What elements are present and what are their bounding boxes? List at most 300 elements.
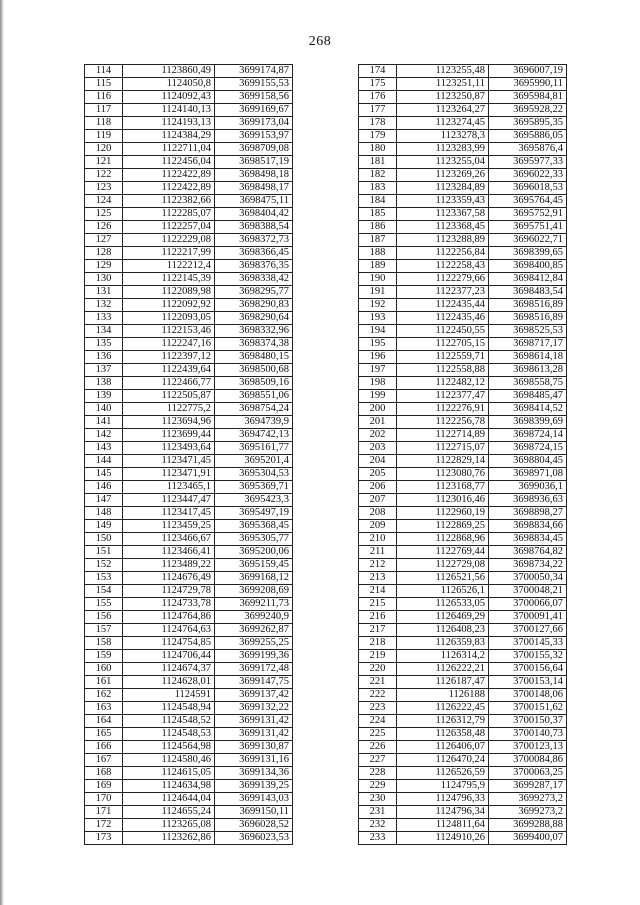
x-coordinate-cell: 1122089,98 xyxy=(123,286,215,299)
point-number-cell: 126 xyxy=(85,221,123,234)
x-coordinate-cell: 1122258,43 xyxy=(397,260,489,273)
x-coordinate-cell: 1122285,07 xyxy=(123,208,215,221)
y-coordinate-cell: 3699132,22 xyxy=(215,702,293,715)
table-row xyxy=(85,208,293,221)
y-coordinate-cell: 3698399,69 xyxy=(489,416,567,429)
point-number-cell: 229 xyxy=(359,780,397,793)
table-row xyxy=(85,455,293,468)
x-coordinate-cell: 1122256,78 xyxy=(397,416,489,429)
point-number-cell: 141 xyxy=(85,416,123,429)
point-number-cell: 146 xyxy=(85,481,123,494)
table-row xyxy=(85,182,293,195)
x-coordinate-cell: 1123274,45 xyxy=(397,117,489,130)
point-number-cell: 228 xyxy=(359,767,397,780)
table-row xyxy=(359,689,567,702)
point-number-cell: 142 xyxy=(85,429,123,442)
table-row xyxy=(359,221,567,234)
point-number-cell: 179 xyxy=(359,130,397,143)
table-row xyxy=(359,598,567,611)
y-coordinate-cell: 3699158,56 xyxy=(215,91,293,104)
y-coordinate-cell: 3699130,87 xyxy=(215,741,293,754)
x-coordinate-cell: 1122705,15 xyxy=(397,338,489,351)
y-coordinate-cell: 3699137,42 xyxy=(215,689,293,702)
y-coordinate-cell: 3695752,91 xyxy=(489,208,567,221)
x-coordinate-cell: 1122960,19 xyxy=(397,507,489,520)
y-coordinate-cell: 3698295,77 xyxy=(215,286,293,299)
y-coordinate-cell: 3699173,04 xyxy=(215,117,293,130)
x-coordinate-cell: 1122276,91 xyxy=(397,403,489,416)
point-number-cell: 197 xyxy=(359,364,397,377)
point-number-cell: 203 xyxy=(359,442,397,455)
point-number-cell: 167 xyxy=(85,754,123,767)
y-coordinate-cell: 3695984,81 xyxy=(489,91,567,104)
x-coordinate-cell: 1123359,43 xyxy=(397,195,489,208)
table-row xyxy=(359,806,567,819)
table-row xyxy=(359,260,567,273)
x-coordinate-cell: 1124811,64 xyxy=(397,819,489,832)
point-number-cell: 174 xyxy=(359,65,397,78)
x-coordinate-cell: 1122212,4 xyxy=(123,260,215,273)
table-row xyxy=(85,91,293,104)
x-coordinate-cell: 1122729,08 xyxy=(397,559,489,572)
point-number-cell: 133 xyxy=(85,312,123,325)
table-row xyxy=(85,806,293,819)
table-row xyxy=(85,663,293,676)
y-coordinate-cell: 3698338,42 xyxy=(215,273,293,286)
point-number-cell: 181 xyxy=(359,156,397,169)
y-coordinate-cell: 3698376,35 xyxy=(215,260,293,273)
point-number-cell: 177 xyxy=(359,104,397,117)
y-coordinate-cell: 3700063,25 xyxy=(489,767,567,780)
table-row xyxy=(85,143,293,156)
y-coordinate-cell: 3699172,48 xyxy=(215,663,293,676)
point-number-cell: 136 xyxy=(85,351,123,364)
point-number-cell: 215 xyxy=(359,598,397,611)
y-coordinate-cell: 3695423,3 xyxy=(215,494,293,507)
table-row xyxy=(359,117,567,130)
table-row xyxy=(85,754,293,767)
point-number-cell: 139 xyxy=(85,390,123,403)
x-coordinate-cell: 1124733,78 xyxy=(123,598,215,611)
table-row xyxy=(359,702,567,715)
y-coordinate-cell: 3698936,63 xyxy=(489,494,567,507)
table-row xyxy=(85,624,293,637)
point-number-cell: 219 xyxy=(359,650,397,663)
y-coordinate-cell: 3698388,54 xyxy=(215,221,293,234)
y-coordinate-cell: 3698734,22 xyxy=(489,559,567,572)
point-number-cell: 117 xyxy=(85,104,123,117)
y-coordinate-cell: 3695764,45 xyxy=(489,195,567,208)
table-row xyxy=(85,793,293,806)
point-number-cell: 182 xyxy=(359,169,397,182)
x-coordinate-cell: 1122711,04 xyxy=(123,143,215,156)
point-number-cell: 173 xyxy=(85,832,123,845)
point-number-cell: 233 xyxy=(359,832,397,845)
x-coordinate-cell: 1122153,46 xyxy=(123,325,215,338)
x-coordinate-cell: 1126188 xyxy=(397,689,489,702)
y-coordinate-cell: 3695201,4 xyxy=(215,455,293,468)
x-coordinate-cell: 1122714,89 xyxy=(397,429,489,442)
y-coordinate-cell: 3698414,52 xyxy=(489,403,567,416)
y-coordinate-cell: 3695886,05 xyxy=(489,130,567,143)
point-number-cell: 144 xyxy=(85,455,123,468)
point-number-cell: 209 xyxy=(359,520,397,533)
point-number-cell: 195 xyxy=(359,338,397,351)
point-number-cell: 115 xyxy=(85,78,123,91)
point-number-cell: 194 xyxy=(359,325,397,338)
table-row xyxy=(85,611,293,624)
y-coordinate-cell: 3700127,66 xyxy=(489,624,567,637)
y-coordinate-cell: 3698516,89 xyxy=(489,312,567,325)
point-number-cell: 121 xyxy=(85,156,123,169)
table-row xyxy=(359,156,567,169)
y-coordinate-cell: 3700153,14 xyxy=(489,676,567,689)
y-coordinate-cell: 3698898,27 xyxy=(489,507,567,520)
table-row xyxy=(85,104,293,117)
x-coordinate-cell: 1122229,08 xyxy=(123,234,215,247)
table-row xyxy=(85,481,293,494)
y-coordinate-cell: 3695304,53 xyxy=(215,468,293,481)
y-coordinate-cell: 3698483,54 xyxy=(489,286,567,299)
table-row xyxy=(85,286,293,299)
point-number-cell: 201 xyxy=(359,416,397,429)
y-coordinate-cell: 3698551,06 xyxy=(215,390,293,403)
x-coordinate-cell: 1124910,26 xyxy=(397,832,489,845)
point-number-cell: 165 xyxy=(85,728,123,741)
y-coordinate-cell: 3698724,14 xyxy=(489,429,567,442)
point-number-cell: 135 xyxy=(85,338,123,351)
point-number-cell: 140 xyxy=(85,403,123,416)
point-number-cell: 206 xyxy=(359,481,397,494)
x-coordinate-cell: 1123080,76 xyxy=(397,468,489,481)
x-coordinate-cell: 1126222,45 xyxy=(397,702,489,715)
y-coordinate-cell: 3699168,12 xyxy=(215,572,293,585)
x-coordinate-cell: 1124193,13 xyxy=(123,117,215,130)
y-coordinate-cell: 3698517,19 xyxy=(215,156,293,169)
point-number-cell: 212 xyxy=(359,559,397,572)
point-number-cell: 172 xyxy=(85,819,123,832)
x-coordinate-cell: 1124754,85 xyxy=(123,637,215,650)
point-number-cell: 119 xyxy=(85,130,123,143)
point-number-cell: 205 xyxy=(359,468,397,481)
y-coordinate-cell: 3698516,89 xyxy=(489,299,567,312)
x-coordinate-cell: 1123489,22 xyxy=(123,559,215,572)
table-row xyxy=(85,572,293,585)
table-row xyxy=(359,312,567,325)
point-number-cell: 120 xyxy=(85,143,123,156)
table-row xyxy=(85,780,293,793)
y-coordinate-cell: 3695751,41 xyxy=(489,221,567,234)
table-row xyxy=(359,611,567,624)
table-row xyxy=(359,481,567,494)
x-coordinate-cell: 1126469,29 xyxy=(397,611,489,624)
y-coordinate-cell: 3699153,97 xyxy=(215,130,293,143)
table-row xyxy=(85,819,293,832)
x-coordinate-cell: 1123264,27 xyxy=(397,104,489,117)
table-row xyxy=(359,507,567,520)
scan-edge xyxy=(0,0,4,905)
table-row xyxy=(85,78,293,91)
table-row xyxy=(359,585,567,598)
coordinates-table-left xyxy=(84,64,293,845)
point-number-cell: 127 xyxy=(85,234,123,247)
x-coordinate-cell: 1123860,49 xyxy=(123,65,215,78)
table-row xyxy=(85,507,293,520)
point-number-cell: 227 xyxy=(359,754,397,767)
point-number-cell: 198 xyxy=(359,377,397,390)
table-row xyxy=(359,299,567,312)
y-coordinate-cell: 3699273,2 xyxy=(489,806,567,819)
point-number-cell: 164 xyxy=(85,715,123,728)
point-number-cell: 207 xyxy=(359,494,397,507)
y-coordinate-cell: 3695161,77 xyxy=(215,442,293,455)
point-number-cell: 214 xyxy=(359,585,397,598)
y-coordinate-cell: 3698834,45 xyxy=(489,533,567,546)
table-row xyxy=(85,325,293,338)
point-number-cell: 166 xyxy=(85,741,123,754)
y-coordinate-cell: 3698764,82 xyxy=(489,546,567,559)
point-number-cell: 217 xyxy=(359,624,397,637)
x-coordinate-cell: 1122505,87 xyxy=(123,390,215,403)
y-coordinate-cell: 3698558,75 xyxy=(489,377,567,390)
y-coordinate-cell: 3700145,33 xyxy=(489,637,567,650)
point-number-cell: 161 xyxy=(85,676,123,689)
y-coordinate-cell: 3698834,66 xyxy=(489,520,567,533)
y-coordinate-cell: 3699208,69 xyxy=(215,585,293,598)
x-coordinate-cell: 1124615,05 xyxy=(123,767,215,780)
y-coordinate-cell: 3695305,77 xyxy=(215,533,293,546)
x-coordinate-cell: 1122435,46 xyxy=(397,312,489,325)
table-row xyxy=(359,416,567,429)
x-coordinate-cell: 1124644,04 xyxy=(123,793,215,806)
table-row xyxy=(359,780,567,793)
x-coordinate-cell: 1122257,04 xyxy=(123,221,215,234)
y-coordinate-cell: 3695369,71 xyxy=(215,481,293,494)
y-coordinate-cell: 3698498,18 xyxy=(215,169,293,182)
y-coordinate-cell: 3695200,06 xyxy=(215,546,293,559)
table-row xyxy=(85,130,293,143)
table-row xyxy=(85,468,293,481)
y-coordinate-cell: 3698709,08 xyxy=(215,143,293,156)
x-coordinate-cell: 1126526,59 xyxy=(397,767,489,780)
point-number-cell: 129 xyxy=(85,260,123,273)
y-coordinate-cell: 3695876,4 xyxy=(489,143,567,156)
x-coordinate-cell: 1123471,45 xyxy=(123,455,215,468)
y-coordinate-cell: 3699139,25 xyxy=(215,780,293,793)
table-row xyxy=(359,767,567,780)
table-row xyxy=(359,273,567,286)
table-row xyxy=(359,169,567,182)
y-coordinate-cell: 3696022,33 xyxy=(489,169,567,182)
table-row xyxy=(359,832,567,845)
table-row xyxy=(359,728,567,741)
point-number-cell: 137 xyxy=(85,364,123,377)
point-number-cell: 163 xyxy=(85,702,123,715)
y-coordinate-cell: 3699255,25 xyxy=(215,637,293,650)
table-row xyxy=(85,416,293,429)
y-coordinate-cell: 3698475,11 xyxy=(215,195,293,208)
point-number-cell: 143 xyxy=(85,442,123,455)
point-number-cell: 130 xyxy=(85,273,123,286)
y-coordinate-cell: 3698332,96 xyxy=(215,325,293,338)
table-row xyxy=(359,130,567,143)
x-coordinate-cell: 1123471,91 xyxy=(123,468,215,481)
point-number-cell: 220 xyxy=(359,663,397,676)
x-coordinate-cell: 1123168,77 xyxy=(397,481,489,494)
x-coordinate-cell: 1126312,79 xyxy=(397,715,489,728)
y-coordinate-cell: 3699199,36 xyxy=(215,650,293,663)
x-coordinate-cell: 1124050,8 xyxy=(123,78,215,91)
y-coordinate-cell: 3699155,53 xyxy=(215,78,293,91)
x-coordinate-cell: 1124384,29 xyxy=(123,130,215,143)
y-coordinate-cell: 3698500,68 xyxy=(215,364,293,377)
table-row xyxy=(85,299,293,312)
table-row xyxy=(85,442,293,455)
table-row xyxy=(359,819,567,832)
point-number-cell: 218 xyxy=(359,637,397,650)
x-coordinate-cell: 1126408,23 xyxy=(397,624,489,637)
table-row xyxy=(359,247,567,260)
table-row xyxy=(85,520,293,533)
y-coordinate-cell: 3698290,83 xyxy=(215,299,293,312)
x-coordinate-cell: 1124676,49 xyxy=(123,572,215,585)
point-number-cell: 170 xyxy=(85,793,123,806)
table-row xyxy=(85,273,293,286)
y-coordinate-cell: 3696028,52 xyxy=(215,819,293,832)
table-row xyxy=(85,247,293,260)
point-number-cell: 200 xyxy=(359,403,397,416)
table-row xyxy=(85,533,293,546)
x-coordinate-cell: 1123466,67 xyxy=(123,533,215,546)
point-number-cell: 158 xyxy=(85,637,123,650)
point-number-cell: 124 xyxy=(85,195,123,208)
point-number-cell: 184 xyxy=(359,195,397,208)
x-coordinate-cell: 1124140,13 xyxy=(123,104,215,117)
y-coordinate-cell: 3698613,28 xyxy=(489,364,567,377)
point-number-cell: 192 xyxy=(359,299,397,312)
y-coordinate-cell: 3698374,38 xyxy=(215,338,293,351)
table-row xyxy=(359,104,567,117)
table-row xyxy=(359,533,567,546)
y-coordinate-cell: 3698290,64 xyxy=(215,312,293,325)
x-coordinate-cell: 1122382,66 xyxy=(123,195,215,208)
point-number-cell: 187 xyxy=(359,234,397,247)
y-coordinate-cell: 3700050,34 xyxy=(489,572,567,585)
point-number-cell: 122 xyxy=(85,169,123,182)
y-coordinate-cell: 3695928,22 xyxy=(489,104,567,117)
x-coordinate-cell: 1123278,3 xyxy=(397,130,489,143)
y-coordinate-cell: 3698400,85 xyxy=(489,260,567,273)
x-coordinate-cell: 1126470,24 xyxy=(397,754,489,767)
y-coordinate-cell: 3699211,73 xyxy=(215,598,293,611)
point-number-cell: 114 xyxy=(85,65,123,78)
y-coordinate-cell: 3695159,45 xyxy=(215,559,293,572)
x-coordinate-cell: 1122715,07 xyxy=(397,442,489,455)
table-row xyxy=(85,195,293,208)
table-row xyxy=(359,208,567,221)
x-coordinate-cell: 1122377,23 xyxy=(397,286,489,299)
y-coordinate-cell: 3698971,08 xyxy=(489,468,567,481)
table-row xyxy=(359,286,567,299)
x-coordinate-cell: 1124634,98 xyxy=(123,780,215,793)
table-row xyxy=(359,637,567,650)
point-number-cell: 148 xyxy=(85,507,123,520)
table-row xyxy=(359,351,567,364)
y-coordinate-cell: 3695368,45 xyxy=(215,520,293,533)
point-number-cell: 145 xyxy=(85,468,123,481)
y-coordinate-cell: 3699143,03 xyxy=(215,793,293,806)
x-coordinate-cell: 1124628,01 xyxy=(123,676,215,689)
x-coordinate-cell: 1122422,89 xyxy=(123,182,215,195)
point-number-cell: 168 xyxy=(85,767,123,780)
x-coordinate-cell: 1126406,07 xyxy=(397,741,489,754)
table-row xyxy=(359,455,567,468)
x-coordinate-cell: 1124706,44 xyxy=(123,650,215,663)
table-row xyxy=(85,364,293,377)
x-coordinate-cell: 1122422,89 xyxy=(123,169,215,182)
y-coordinate-cell: 3698525,53 xyxy=(489,325,567,338)
point-number-cell: 156 xyxy=(85,611,123,624)
x-coordinate-cell: 1122435,44 xyxy=(397,299,489,312)
y-coordinate-cell: 3699131,42 xyxy=(215,715,293,728)
x-coordinate-cell: 1124580,46 xyxy=(123,754,215,767)
point-number-cell: 180 xyxy=(359,143,397,156)
x-coordinate-cell: 1122247,16 xyxy=(123,338,215,351)
x-coordinate-cell: 1124564,98 xyxy=(123,741,215,754)
point-number-cell: 150 xyxy=(85,533,123,546)
y-coordinate-cell: 3700155,32 xyxy=(489,650,567,663)
point-number-cell: 193 xyxy=(359,312,397,325)
x-coordinate-cell: 1123465,1 xyxy=(123,481,215,494)
y-coordinate-cell: 3700084,86 xyxy=(489,754,567,767)
point-number-cell: 222 xyxy=(359,689,397,702)
x-coordinate-cell: 1122279,66 xyxy=(397,273,489,286)
table-row xyxy=(85,702,293,715)
point-number-cell: 189 xyxy=(359,260,397,273)
x-coordinate-cell: 1122558,88 xyxy=(397,364,489,377)
y-coordinate-cell: 3694742,13 xyxy=(215,429,293,442)
x-coordinate-cell: 1122397,12 xyxy=(123,351,215,364)
point-number-cell: 221 xyxy=(359,676,397,689)
point-number-cell: 211 xyxy=(359,546,397,559)
y-coordinate-cell: 3696018,53 xyxy=(489,182,567,195)
point-number-cell: 149 xyxy=(85,520,123,533)
y-coordinate-cell: 3695497,19 xyxy=(215,507,293,520)
point-number-cell: 153 xyxy=(85,572,123,585)
y-coordinate-cell: 3695977,33 xyxy=(489,156,567,169)
table-row xyxy=(85,377,293,390)
table-row xyxy=(359,78,567,91)
table-row xyxy=(85,260,293,273)
y-coordinate-cell: 3699036,1 xyxy=(489,481,567,494)
x-coordinate-cell: 1124674,37 xyxy=(123,663,215,676)
x-coordinate-cell: 1123459,25 xyxy=(123,520,215,533)
table-row xyxy=(85,234,293,247)
y-coordinate-cell: 3699400,07 xyxy=(489,832,567,845)
x-coordinate-cell: 1122217,99 xyxy=(123,247,215,260)
point-number-cell: 160 xyxy=(85,663,123,676)
x-coordinate-cell: 1122377,47 xyxy=(397,390,489,403)
point-number-cell: 157 xyxy=(85,624,123,637)
x-coordinate-cell: 1124591 xyxy=(123,689,215,702)
y-coordinate-cell: 3695990,11 xyxy=(489,78,567,91)
table-row xyxy=(359,338,567,351)
y-coordinate-cell: 3698399,65 xyxy=(489,247,567,260)
table-row xyxy=(85,767,293,780)
table-row xyxy=(359,377,567,390)
x-coordinate-cell: 1123368,45 xyxy=(397,221,489,234)
x-coordinate-cell: 1124548,52 xyxy=(123,715,215,728)
